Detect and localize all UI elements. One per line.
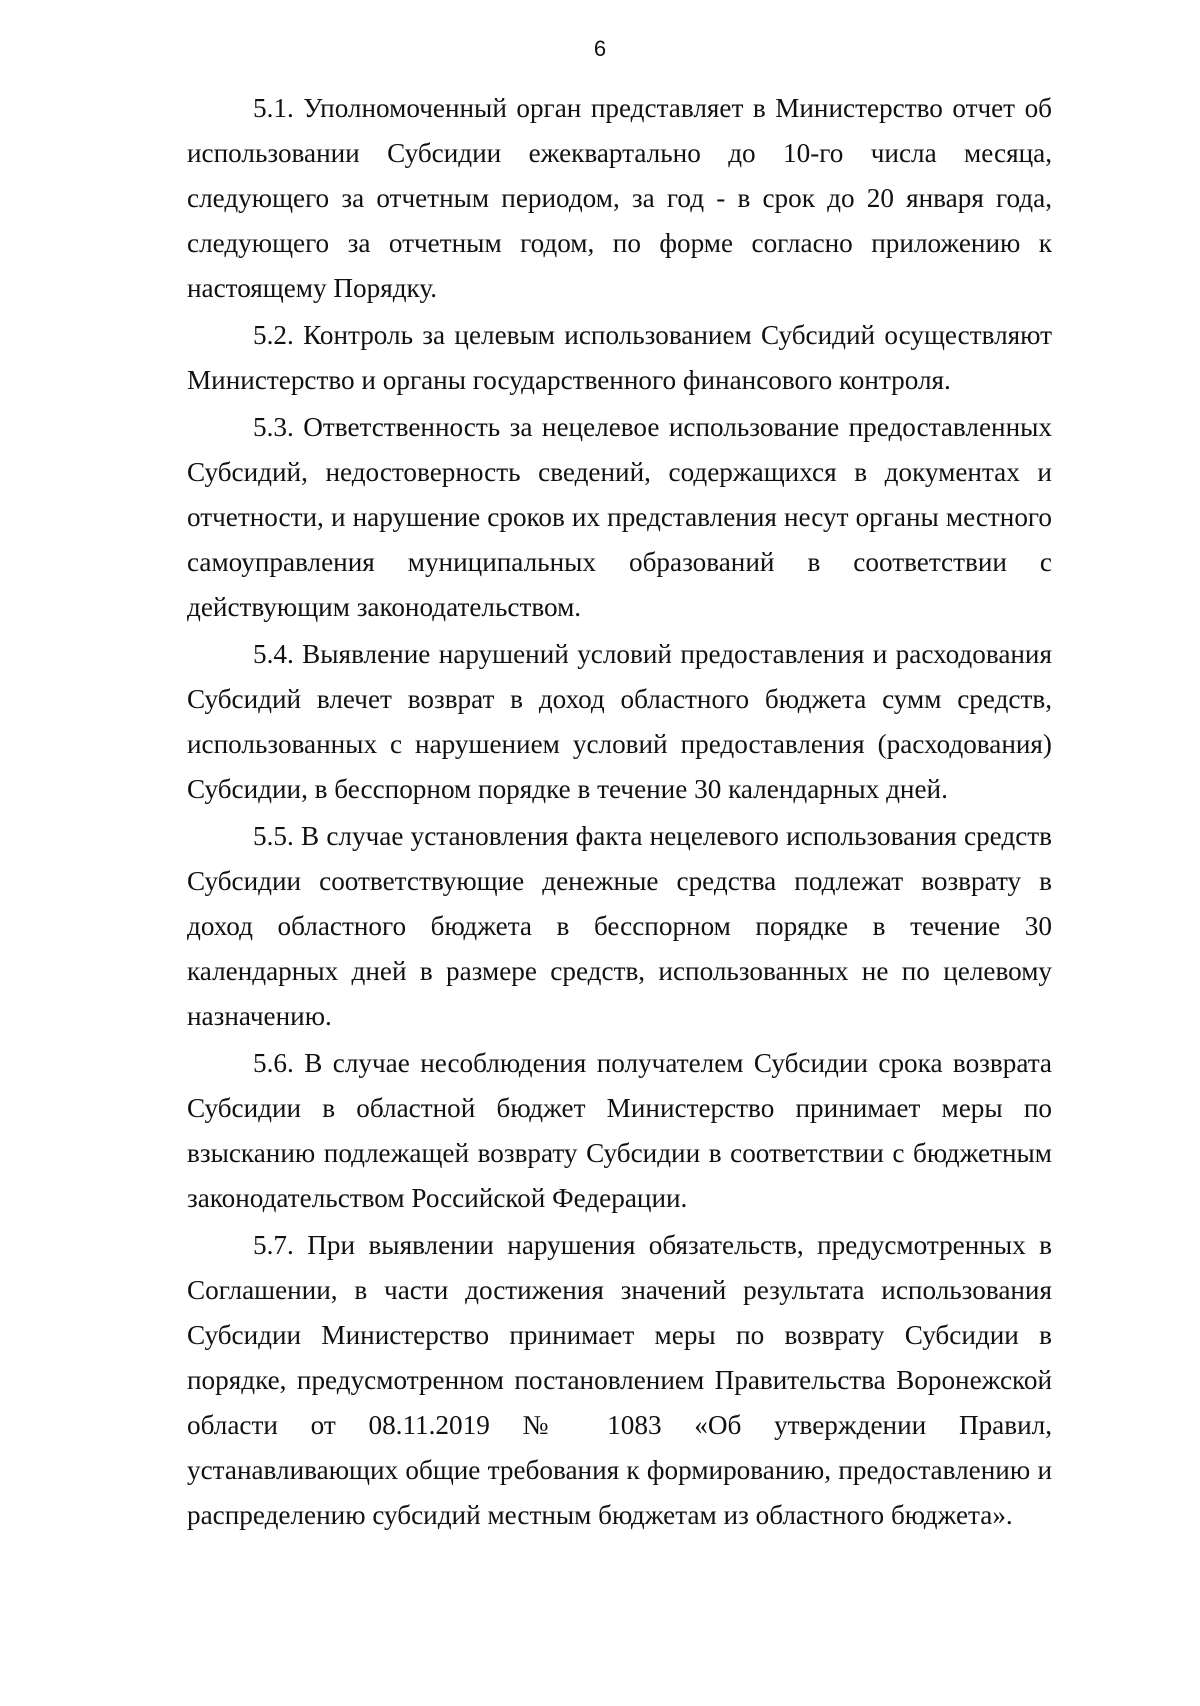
paragraph-5-1: 5.1. Уполномоченный орган представляет в Министерство отчет об использовании Субсидии ежеквартально до 10-го числа месяца, следующего за отчетным периодом, за год - в срок до 20 января года, следующего за отчетным годом, по форме согласно приложению к настоящему Порядку. xyxy=(187,93,1052,303)
page-number: 6 xyxy=(593,36,607,61)
paragraph-5-5: 5.5. В случае установления факта нецелевого использования средств Субсидии соответствующие денежные средства подлежат возврату в доход областного бюджета в бесспорном порядке в течение 30 календарных дней в размере средств, использованных не по целевому назначению. xyxy=(187,821,1052,1031)
paragraph-5-7: 5.7. При выявлении нарушения обязательств, предусмотренных в Соглашении, в части достижения значений результата использования Субсидии Министерство принимает меры по возврату Субсидии в порядке, предусмотренном постановлением Правительства Воронежской области от 08.11.2019 № 1083 «Об утверждении Правил, устанавливающих общие требования к формированию, предоставлению и распределению субсидий местным бюджетам из областного бюджета». xyxy=(187,1230,1052,1530)
paragraph-5-4: 5.4. Выявление нарушений условий предоставления и расходования Субсидий влечет возврат в доход областного бюджета сумм средств, использованных с нарушением условий предоставления (расходования) Субсидии, в бесспорном порядке в течение 30 календарных дней. xyxy=(187,639,1052,804)
paragraph-5-6: 5.6. В случае несоблюдения получателем Субсидии срока возврата Субсидии в областной бюджет Министерство принимает меры по взысканию подлежащей возврату Субсидии в соответствии с бюджетным законодательством Российской Федерации. xyxy=(187,1048,1052,1213)
paragraph-5-3: 5.3. Ответственность за нецелевое использование предоставленных Субсидий, недостоверность сведений, содержащихся в документах и отчетности, и нарушение сроков их представления несут органы местного самоуправления муниципальных образований в соответствии с действующим законодательством. xyxy=(187,412,1052,622)
document-body xyxy=(187,86,1052,1540)
paragraph-5-2: 5.2. Контроль за целевым использованием Субсидий осуществляют Министерство и органы государственного финансового контроля. xyxy=(187,320,1052,395)
